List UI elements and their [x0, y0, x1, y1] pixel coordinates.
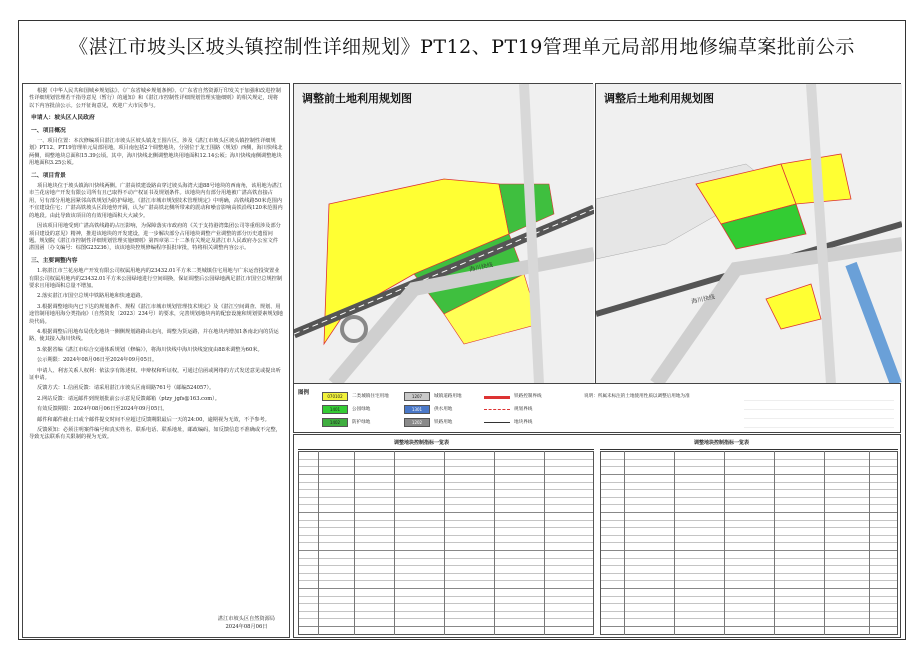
notice-deadline: 邮件和邮件截止日或个邮件提交时间不应超过反馈期限最后一天的24:00，逾期视为无效，不予参考。: [37, 416, 270, 423]
section-3-title: 三、主要调整内容: [31, 257, 78, 264]
road-label-after: 海川快线: [690, 293, 716, 306]
notice-rights: 申请人、利害关系人权利：依法享有陈述权、申辩权和听证权，可通过信函或网络的方式发送意见或提出听证申请。: [29, 367, 281, 381]
signature-block: [218, 615, 275, 631]
map-after: [595, 83, 901, 383]
legend-line-swatch: [484, 396, 510, 399]
table-col: [869, 451, 870, 635]
notice-valid-period: 有效反馈期限：2024年08月06日至2024年09月05日。: [37, 406, 168, 413]
legend-line-swatch: [484, 422, 510, 423]
legend-title: 图例: [298, 390, 310, 396]
table-col: [494, 451, 495, 635]
table-col: [724, 451, 725, 635]
table-left-grid: [298, 451, 594, 635]
notice-mail: 反馈方式：1.信函反馈：请采用湛江市坡头区南调路761号（邮编524057）。: [37, 385, 215, 392]
legend-label: 二类城镇住宅用地: [352, 394, 389, 399]
map-after-label: 调整后土地利用规划图: [604, 92, 714, 105]
section-3-item: 4.根据调整后用地布局优化地块一侧侧规划路路由走向，调整为货运路，并在地块内增加1条南北向的货运路，使其接入海川快线。: [29, 328, 279, 343]
table-rule: [600, 449, 898, 450]
table-col: [354, 451, 355, 635]
section-3-item: 5.依据省编《湛江市综合交通体系规划（修编）》，将海川快线中海川快线宽度由88米调整为60米。: [37, 346, 263, 353]
legend-label: 公园绿地: [352, 407, 371, 412]
table-col: [444, 451, 445, 635]
notice-period: 公示期限：2024年08月06日至2024年09月05日。: [37, 357, 158, 364]
legend-line-swatch: [484, 409, 510, 410]
section-3-item: 1.将湛江市兰花房地产开发有限公司权属用地内的23432.01平方米二类城镇住宅用地与广东运营投资置业有限公司权属用地内的23432.01平方米公园绿地进行空间调换，保证调整后公园绿地满足湛江市国空总规控制要求且用地面积总量不增加。: [29, 268, 283, 289]
section-3-item: 3.根据调整地块内已下达的规划条件、规程《湛江市城市规划管理技术规定》及《湛江空间调查、规划、用途管制用地用海分类指南》（自然资发〔2023〕234号）的要求，完善规划地块内的配套设施和规划要素规划地块代码。: [29, 303, 283, 325]
legend-line-label: 规划界线: [514, 407, 533, 412]
table-col: [544, 451, 545, 635]
legend-swatch: 1401: [322, 405, 348, 414]
table-caption-left: 调整地块控制指标一览表: [394, 440, 450, 446]
legend-line-label: 铁路控制界线: [514, 394, 542, 399]
table-col: [624, 451, 625, 635]
map-after-drawing: [596, 84, 902, 384]
section-3-item: 2.落实湛江市国空总规中铁路用地和快速道路。: [37, 293, 146, 300]
legend-label: 城镇道路用地: [434, 394, 462, 399]
road-label-before: 海川快线: [468, 261, 494, 274]
table-rule: [298, 449, 594, 450]
sign-organization: 湛江市坡头区自然资源局: [217, 616, 275, 622]
legend-label: 供水用地: [434, 407, 453, 412]
map-before-drawing: [294, 84, 594, 384]
section-1-body: 一、项目位置：本次修编项目湛江市坡头区坡头镇龙王围片区，涉及《湛江市坡头区坡头镇控制性详细规划》PT12、PT19管理单元局部用地，项目南包括2个调整地块，分别位于龙王围路（规划）西侧，海川快线北两侧，调整地块总面积15.39公顷。其中，海川快线北侧调整地块用地面积12.14公顷；海川快线南侧调整地块用地面积3.25公顷。: [29, 138, 283, 167]
table-col: [394, 451, 395, 635]
table-right-grid: [600, 451, 898, 635]
legend-swatch: 070102: [322, 392, 348, 401]
legend-note: 说明：所属未标注的土地使用性质以调整后用地为准: [584, 394, 690, 399]
section-2-title: 二、项目背景: [31, 172, 66, 179]
legend-swatch: 1202: [404, 418, 430, 427]
legend-label: 铁路用地: [434, 420, 453, 425]
notice-email: 2.网站反馈：请远邮件到规划批前公示意见反馈邮箱（ptzy_jgfs@163.com）。: [37, 395, 220, 402]
map-legend: [293, 383, 901, 433]
table-col: [674, 451, 675, 635]
legend-swatch: 1301: [404, 405, 430, 414]
section-2-body-1: 项目地块位于坡头镇海川快线两侧。广湛高铁建设路由穿过坡头海湾大道88号地块的西南角，该用地为湛江市兰花房地产开发有限公司所有且已取得不动产权证书及规划条件。该地块内有部分用地被广湛高铁直接占用，另有部分用地因紧邻高铁规划为防护绿地。《湛江市城市规划技术管理规定》中明确，高铁线路50米范围内不宜建设住宅；广湛高铁坡头区段地势开阔，认为广湛高铁北侧所带来的震动和噪音影响高铁沿线120米范围内的地段。由此导致该项目的有效用地面积大大减少。: [29, 183, 283, 219]
applicant-line: 申请人：坡头区人民政府: [31, 115, 95, 122]
section-1-title: 一、项目概况: [31, 127, 66, 134]
legend-swatch: 1207: [404, 392, 430, 401]
legend-label: 防护绿地: [352, 420, 371, 425]
section-2-body-2: 因该项目用地受到广湛高铁线路的占压影响，为保障落实市政府的《关于支持港湾集团公司等重组涉及部分项目建设的意见》精神，推进该地块的开发建设，进一步解决部分占用地块调整产业调整的部分历史遗留问题。规划院《湛江市控制性详细规划管理实施细则》第四章第二十二条有关规定及湛江市人民政府办公室文件湛国函〔办文编号：综图G23236〕，该该地块控规修编程序报批审批，特将相关调整内容公示。: [29, 223, 281, 252]
table-col: [318, 451, 319, 635]
table-col: [774, 451, 775, 635]
notice-requirements: 反馈须知：必须注明案件编号和真实姓名、联系电话、联系地址，邮政编码，如反馈信息不准确或不完整，导致无法联系有关限制的视为无效。: [29, 427, 281, 441]
table-caption-right: 调整地块控制指标一览表: [694, 440, 750, 446]
table-col: [824, 451, 825, 635]
facility-symbols: [744, 392, 894, 428]
legend-swatch: 1402: [322, 418, 348, 427]
intro-paragraph: 根据《中华人民共和国城乡规划法》、《广东省城乡规划条例》、《广东省自然资源厅印发关于加强和改进控制性详细规划管理若干指导意见（暂行）的通知》和《湛江市控制性详细规划管理实施细则》的相关规定，现将以下内容批前公示。公开征询意见，欢迎广大市民参与。: [29, 88, 281, 109]
sign-date: 2024年08月06日: [225, 624, 268, 630]
legend-line-label: 地块界线: [514, 420, 533, 425]
map-before: [293, 83, 593, 383]
map-before-label: 调整前土地利用规划图: [302, 92, 412, 105]
control-index-tables: [293, 434, 901, 638]
page-title: 《湛江市坡头区坡头镇控制性详细规划》PT12、PT19管理单元局部用地修编草案批前公示: [69, 36, 855, 58]
notice-text-panel: [22, 83, 290, 638]
